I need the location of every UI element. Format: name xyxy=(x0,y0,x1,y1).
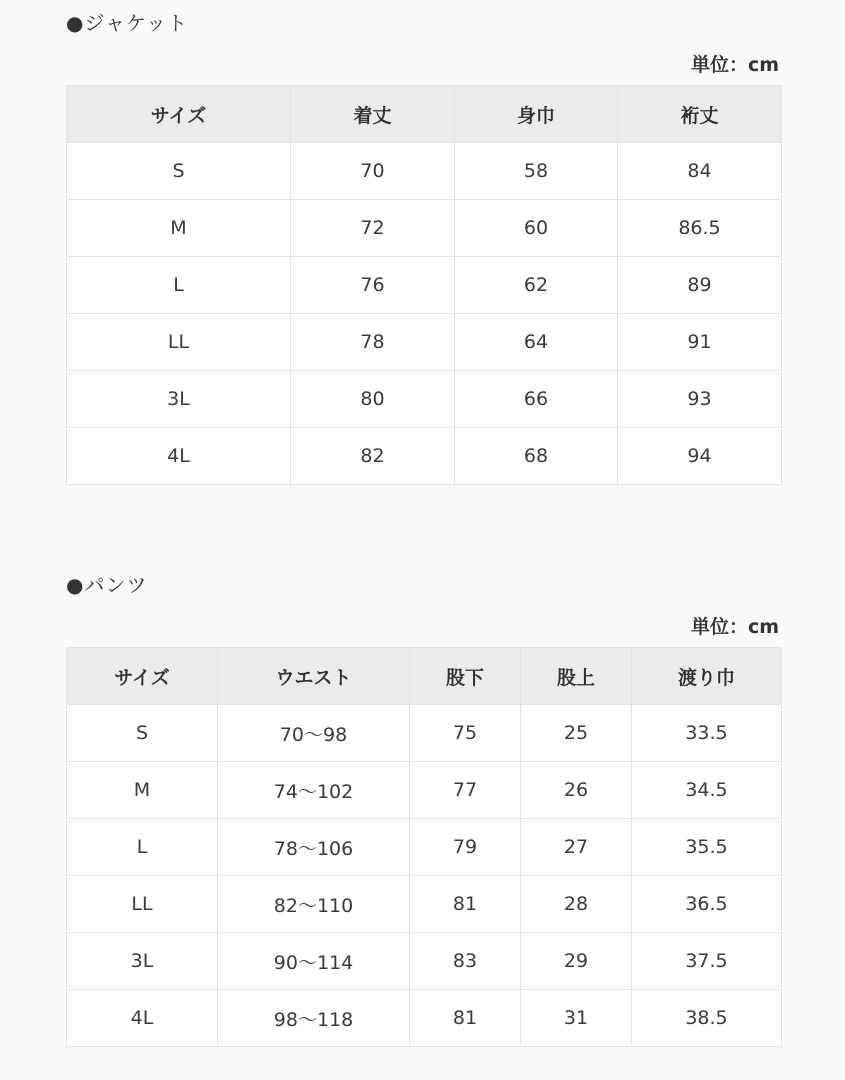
cell-inseam: 75 xyxy=(410,705,521,762)
cell-inseam: 83 xyxy=(410,933,521,990)
cell-rise: 28 xyxy=(521,876,632,933)
cell-width: 64 xyxy=(455,314,618,371)
cell-inseam: 81 xyxy=(410,876,521,933)
cell-size: LL xyxy=(67,876,218,933)
cell-waist: 82～110 xyxy=(218,876,410,933)
pants-size-table xyxy=(66,647,782,1047)
cell-rise: 31 xyxy=(521,990,632,1047)
cell-sleeve: 86.5 xyxy=(618,200,782,257)
pants-section-title: ●パンツ xyxy=(66,573,148,597)
cell-size: L xyxy=(67,819,218,876)
table-row xyxy=(67,143,782,200)
table-row xyxy=(67,876,782,933)
table-row xyxy=(67,200,782,257)
cell-width: 60 xyxy=(455,200,618,257)
cell-thigh-width: 34.5 xyxy=(632,762,782,819)
cell-length: 78 xyxy=(291,314,455,371)
pants-unit-label: 単位：cm xyxy=(690,616,779,638)
table-row xyxy=(67,428,782,485)
table-header-row xyxy=(67,648,782,705)
column-header-size: サイズ xyxy=(67,648,218,705)
cell-rise: 26 xyxy=(521,762,632,819)
table-row xyxy=(67,990,782,1047)
table-row xyxy=(67,933,782,990)
cell-waist: 90～114 xyxy=(218,933,410,990)
cell-sleeve: 84 xyxy=(618,143,782,200)
cell-size: 4L xyxy=(67,428,291,485)
column-header-width: 身巾 xyxy=(455,86,618,143)
cell-thigh-width: 35.5 xyxy=(632,819,782,876)
cell-size: M xyxy=(67,762,218,819)
cell-thigh-width: 36.5 xyxy=(632,876,782,933)
cell-sleeve: 93 xyxy=(618,371,782,428)
cell-size: 3L xyxy=(67,933,218,990)
cell-inseam: 79 xyxy=(410,819,521,876)
table-row xyxy=(67,257,782,314)
cell-width: 66 xyxy=(455,371,618,428)
cell-thigh-width: 37.5 xyxy=(632,933,782,990)
column-header-length: 着丈 xyxy=(291,86,455,143)
jacket-size-table xyxy=(66,85,782,485)
jacket-unit-label: 単位：cm xyxy=(690,54,779,76)
cell-size: LL xyxy=(67,314,291,371)
cell-width: 62 xyxy=(455,257,618,314)
cell-length: 80 xyxy=(291,371,455,428)
cell-waist: 70～98 xyxy=(218,705,410,762)
cell-size: M xyxy=(67,200,291,257)
cell-size: L xyxy=(67,257,291,314)
cell-size: 4L xyxy=(67,990,218,1047)
table-row xyxy=(67,762,782,819)
cell-sleeve: 91 xyxy=(618,314,782,371)
cell-size: 3L xyxy=(67,371,291,428)
cell-length: 72 xyxy=(291,200,455,257)
cell-size: S xyxy=(67,705,218,762)
cell-size: S xyxy=(67,143,291,200)
cell-length: 76 xyxy=(291,257,455,314)
table-row xyxy=(67,314,782,371)
table-row xyxy=(67,819,782,876)
cell-waist: 78～106 xyxy=(218,819,410,876)
cell-width: 68 xyxy=(455,428,618,485)
table-header-row xyxy=(67,86,782,143)
column-header-inseam: 股下 xyxy=(410,648,521,705)
cell-waist: 74～102 xyxy=(218,762,410,819)
cell-length: 82 xyxy=(291,428,455,485)
jacket-section-title: ●ジャケット xyxy=(66,11,189,35)
cell-rise: 25 xyxy=(521,705,632,762)
table-row xyxy=(67,371,782,428)
cell-sleeve: 89 xyxy=(618,257,782,314)
cell-rise: 29 xyxy=(521,933,632,990)
column-header-size: サイズ xyxy=(67,86,291,143)
cell-sleeve: 94 xyxy=(618,428,782,485)
cell-length: 70 xyxy=(291,143,455,200)
cell-waist: 98～118 xyxy=(218,990,410,1047)
column-header-rise: 股上 xyxy=(521,648,632,705)
cell-inseam: 81 xyxy=(410,990,521,1047)
column-header-thigh-width: 渡り巾 xyxy=(632,648,782,705)
cell-inseam: 77 xyxy=(410,762,521,819)
column-header-waist: ウエスト xyxy=(218,648,410,705)
cell-rise: 27 xyxy=(521,819,632,876)
cell-thigh-width: 38.5 xyxy=(632,990,782,1047)
cell-width: 58 xyxy=(455,143,618,200)
cell-thigh-width: 33.5 xyxy=(632,705,782,762)
table-row xyxy=(67,705,782,762)
column-header-sleeve: 裄丈 xyxy=(618,86,782,143)
